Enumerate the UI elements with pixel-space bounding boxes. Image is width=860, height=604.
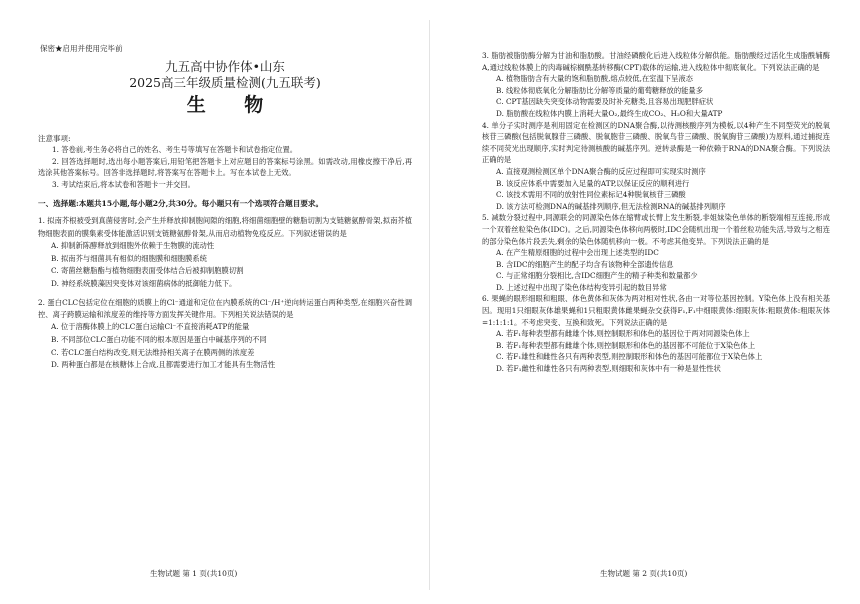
question-5-option-b: B. 含IDC的细胞产生的配子均含有该物种全部遗传信息 bbox=[496, 259, 674, 269]
subject-title: 生 物 bbox=[186, 94, 280, 116]
question-6-option-d: D. 若F₁雌性和雄性各只有两种表型,则细眼和灰体中有一种是显性性状 bbox=[496, 364, 721, 374]
question-2-option-b: B. 不同部位CLC蛋白功能不同的根本原因是蛋白中碱基序列的不同 bbox=[51, 335, 267, 345]
question-2-option-a: A. 位于溶酶体膜上的CLC蛋白运输Cl⁻不直接消耗ATP的能量 bbox=[51, 322, 250, 332]
exam-title: 2025高三年级质量检测(九五联考) bbox=[129, 75, 321, 90]
question-1-option-d: D. 神经系统膜藻因突变体对该细菌病体的抵御能力低下。 bbox=[51, 279, 237, 289]
question-6-option-b: B. 若F₁每种表型都有雌雄个体,则控制眼形和体色的基因都不可能位于X染色体上 bbox=[496, 340, 756, 350]
question-3-option-a: A. 植物脂肪含有大量的饱和脂肪酸,熔点较低,在室温下呈液态 bbox=[496, 74, 693, 84]
question-4-option-b: B. 该反应体系中需要加入足量的ATP,以保证反应的顺利进行 bbox=[496, 178, 690, 188]
question-1-option-b: B. 拟南芥与细菌具有相似的细胞膜和细胞膜系统 bbox=[51, 253, 207, 263]
question-5-stem: 5. 减数分裂过程中,同源联会的同源染色体在缩臂或长臂上发生断裂,非姐妹染色单体的断裂端相互连接,形成一个双着丝粒染色体(IDC)。之后,同源染色体移向两极时,IDC会随机出现一个着丝粒功能失活,导致与之相连的部分染色体片段丢失,剩余的染色体随机移向一极。不考虑其他变异。下列说法正确的是 bbox=[482, 213, 830, 246]
question-6-stem: 6. 果蝇的眼形细眼和粗眼、体色黄体和灰体为两对相对性状,各由一对等位基因控制。Y染色体上没有相关基因。现用1只细眼灰体雄果蝇和1只粗眼黄体雌果蝇杂交获得F₁,F₁中细眼黄体:细眼灰体:粗眼黄体:粗眼灰体=1:1:1:1。不考虑突变、互换和致死。下列说法正确的是 bbox=[482, 294, 830, 327]
question-4-option-a: A. 直接观测检测区单个DNA聚合酶的反应过程即可实现实时测序 bbox=[496, 166, 706, 176]
question-4-option-d: D. 该方法可检测DNA的碱基排列顺序,但无法检测RNA的碱基排列顺序 bbox=[496, 201, 726, 211]
question-6-option-c: C. 若F₁雄性和雌性各只有两种表型,则控制眼形和体色的基因可能都位于X染色体上 bbox=[496, 352, 763, 362]
question-1-option-c: C. 寄菌丝糖脂酯与植物细胞表面受体结合后被抑制胞膜切割 bbox=[51, 266, 244, 276]
note-1: 1. 答卷前,考生务必将自己的姓名、考生号等填写在答题卡和试卷指定位置。 bbox=[52, 145, 298, 155]
question-3-stem: 3. 脂肪被脂肪酶分解为甘油和脂肪酸。甘油经磷酸化后进入线粒体分解供能。脂肪酸经过活化生成脂酰辅酶A,通过线粒体膜上的肉毒碱棕榈酰基转移酶(CPT)载体的运输,进入线粒体中彻底氧化。下列说法正确的是 bbox=[482, 51, 830, 72]
question-2-stem: 2. 蛋白CLC包括定位在细胞的质膜上的Cl⁻通道和定位在内膜系统的Cl⁻/H⁺逆向转运蛋白两种类型,在细胞兴奋性调控、离子跨膜运输和浓度差的维持等方面发挥关键作用。下列相关说法错误的是 bbox=[38, 297, 412, 320]
question-1-stem: 1. 拟南芥根被受到真菌侵害时,会产生并释放抑制胞间隙的细胞,将细菌细胞壁的糖脂切割为支链糖氨醇骨架,拟南芥植物细胞表面的膜集素受体能激活识别支链糖氨醇骨架,从而启动植物免疫反应。下列叙述错误的是 bbox=[38, 216, 412, 238]
question-3-option-b: B. 线粒体彻底氧化分解脂肪比分解等质量的葡萄糖释放的能量多 bbox=[496, 85, 704, 95]
note-2: 2. 回答选择题时,选出每小题答案后,用铅笔把答题卡上对应题目的答案标号涂黑。如需改动,用橡皮擦干净后,再选涂其他答案标号。回答非选择题时,将答案写在答题卡上。写在本试卷上无效。 bbox=[38, 156, 412, 178]
question-3-option-c: C. CPT基因缺失突变体动物需要及时补充糖类,且容易出现肥胖症状 bbox=[496, 97, 714, 107]
question-5-option-c: C. 与正常细胞分裂相比,含IDC细胞产生的精子种类和数量都少 bbox=[496, 271, 698, 281]
question-1-option-a: A. 抑制新陈酵释放到细胞外依赖于生物膜的流动性 bbox=[51, 241, 215, 251]
question-2-option-c: C. 若CLC蛋白结构改变,则无法维持相关离子在膜两侧的浓度差 bbox=[51, 347, 255, 357]
notes-heading: 注意事项: bbox=[38, 134, 71, 143]
question-2-option-d: D. 两种蛋白都是在核糖体上合成,且都需要进行加工才能具有生物活性 bbox=[51, 360, 276, 370]
page-2-footer: 生物试题 第 2 页(共10页) bbox=[600, 569, 688, 578]
question-5-option-d: D. 上述过程中出现了染色体结构变异引起的数目异常 bbox=[496, 282, 667, 292]
page-1-footer: 生物试题 第 1 页(共10页) bbox=[150, 569, 238, 578]
question-3-option-d: D. 脂肪酸在线粒体内膜上消耗大量O₂,最终生成CO₂、H₂O和大量ATP bbox=[496, 108, 723, 118]
question-4-stem: 4. 单分子实时测序是利用固定在检测区的DNA聚合酶,以待测核酸序列为模板,以4种产生不同型荧光的脱氧核苷三磷酸(包括脱氧腺苷三磷酸、脱氧胞苷三磷酸、脱氧鸟苷三磷酸、脱氧胸苷三磷酸)为原料,通过捕捉连续不同荧光出现顺序,实时判定待测核酸的碱基序列。逆转录酶是一种依赖于RNA的DNA聚合酶。下列说法正确的是 bbox=[482, 120, 830, 165]
exam-organizer: 九五高中协作体•山东 bbox=[165, 59, 285, 74]
page-2 bbox=[430, 0, 860, 604]
question-5-option-a: A. 在产生精原细胞的过程中会出现上述类型的IDC bbox=[496, 248, 659, 258]
question-6-option-a: A. 若F₁每种表型都有雌雄个体,则控制眼形和体色的基因位于两对同源染色体上 bbox=[496, 329, 750, 339]
section-heading: 一、选择题:本题共15小题,每小题2分,共30分。每小题只有一个选项符合题目要求。 bbox=[38, 199, 324, 209]
note-3: 3. 考试结束后,将本试卷和答题卡一并交回。 bbox=[52, 179, 195, 189]
confidential-notice: 保密★启用并使用完毕前 bbox=[40, 44, 123, 53]
question-4-option-c: C. 该技术需用不同的放射性同位素标记4种脱氧核苷三磷酸 bbox=[496, 190, 686, 200]
